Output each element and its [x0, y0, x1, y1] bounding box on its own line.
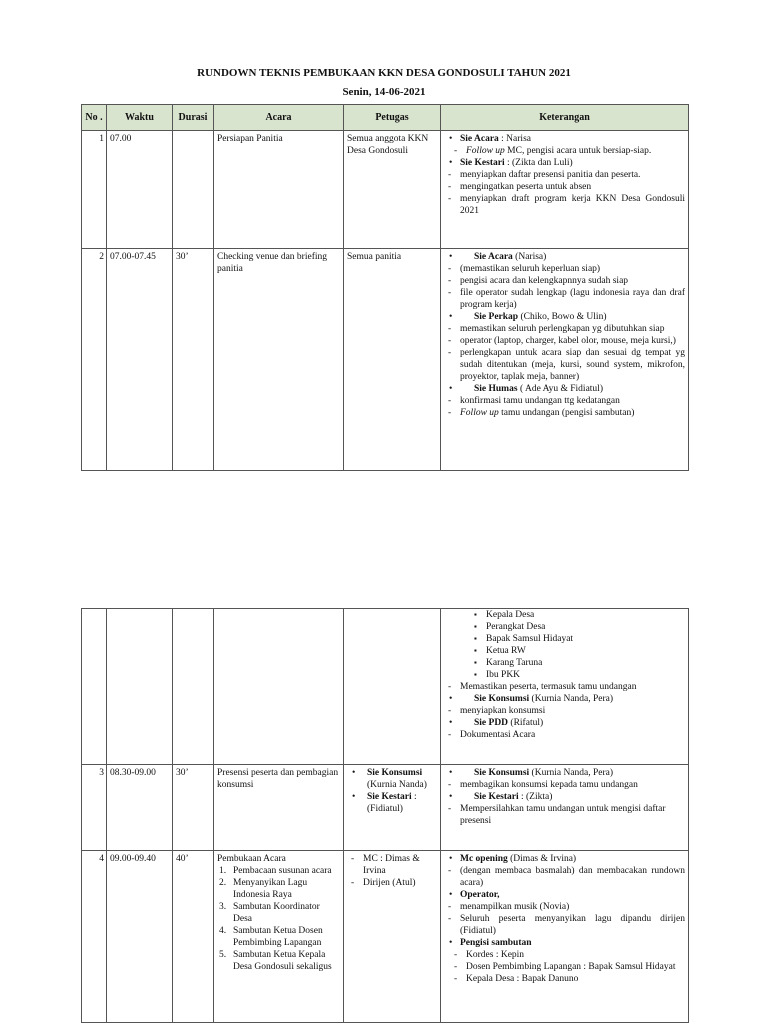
list-item: - Mempersilahkan tamu undangan untuk mengisi daftar presensi: [444, 803, 685, 827]
cell-waktu: [107, 609, 173, 765]
col-header-acara: Acara: [214, 105, 344, 131]
cell-acara: [214, 851, 344, 1023]
list-item: • Operator,: [444, 889, 685, 901]
list-item: - pengisi acara dan kelengkapnnya sudah siap: [444, 275, 685, 287]
cell-keterangan: [441, 131, 689, 249]
list-item: ▪ Perangkat Desa: [444, 621, 685, 633]
cell-petugas: [344, 765, 441, 851]
list-item: ▪ Ibu PKK: [444, 669, 685, 681]
list-item: • Sie Konsumsi (Kurnia Nanda, Pera): [444, 767, 685, 779]
cell-keterangan: [441, 249, 689, 471]
rundown-table-page-2: [81, 608, 689, 1023]
cell-petugas: Semua panitia: [344, 249, 441, 471]
list-item: ▪ Kepala Desa: [444, 609, 685, 621]
table-row: [82, 249, 689, 471]
cell-waktu: 08.30-09.00: [107, 765, 173, 851]
cell-acara: [214, 609, 344, 765]
list-item: 3. Sambutan Koordinator Desa: [219, 902, 320, 924]
cell-acara: Checking venue dan briefing panitia: [214, 249, 344, 471]
list-item: - Kordes : Kepin: [444, 949, 685, 961]
list-item: • Sie Kestari : (Zikta): [444, 791, 685, 803]
cell-durasi: 30’: [173, 249, 214, 471]
list-item: - Kepala Desa : Bapak Danuno: [444, 973, 685, 985]
list-item: • Sie Kestari : (Fidiatul): [347, 791, 437, 815]
list-item: • Sie Kestari : (Zikta dan Luli): [444, 157, 685, 169]
list-item: • Sie Humas ( Ade Ayu & Fidiatul): [444, 383, 685, 395]
cell-acara: Presensi peserta dan pembagian konsumsi: [214, 765, 344, 851]
list-item: ▪ Bapak Samsul Hidayat: [444, 633, 685, 645]
table-row: [82, 131, 689, 249]
list-item: - (dengan membaca basmalah) dan membacakan rundown acara): [444, 865, 685, 889]
list-item: - mengingatkan peserta untuk absen: [444, 181, 685, 193]
acara-title: Pembukaan Acara: [217, 854, 286, 864]
list-item: - Seluruh peserta menyanyikan lagu dipandu dirijen (Fidiatul): [444, 913, 685, 937]
cell-acara: Persiapan Panitia: [214, 131, 344, 249]
document-title: RUNDOWN TEKNIS PEMBUKAAN KKN DESA GONDOSULI TAHUN 2021: [197, 67, 571, 79]
list-item: • Sie Acara : Narisa: [444, 133, 685, 145]
list-item: - menyiapkan konsumsi: [444, 705, 685, 717]
cell-keterangan: [441, 609, 689, 765]
list-item: - Dosen Pembimbing Lapangan : Bapak Samsul Hidayat: [444, 961, 685, 973]
list-item: - perlengkapan untuk acara siap dan sesuai dg tempat yg sudah ditentukan (meja, kursi, sound system, mikrofon, proyektor, taplak meja, banner): [444, 347, 685, 383]
list-item: - Memastikan peserta, termasuk tamu undangan: [444, 681, 685, 693]
cell-no: [82, 609, 107, 765]
col-header-waktu: Waktu: [107, 105, 173, 131]
cell-waktu: 07.00-07.45: [107, 249, 173, 471]
list-item: - konfirmasi tamu undangan ttg kedatangan: [444, 395, 685, 407]
list-item: - Dirijen (Atul): [347, 877, 437, 889]
list-item: - Follow up tamu undangan (pengisi sambutan): [444, 407, 685, 419]
list-item: - menampilkan musik (Novia): [444, 901, 685, 913]
cell-no: 2: [82, 249, 107, 471]
list-item: - file operator sudah lengkap (lagu indonesia raya dan draf program kerja): [444, 287, 685, 311]
cell-waktu: 07.00: [107, 131, 173, 249]
cell-durasi: 30’: [173, 765, 214, 851]
col-header-durasi: Durasi: [173, 105, 214, 131]
cell-petugas: [344, 609, 441, 765]
list-item: - MC : Dimas & Irvina: [347, 853, 437, 877]
cell-petugas: Semua anggota KKN Desa Gondosuli: [344, 131, 441, 249]
list-item: ▪ Ketua RW: [444, 645, 685, 657]
list-item: • Sie Acara (Narisa): [444, 251, 685, 263]
cell-durasi: [173, 131, 214, 249]
document-date: Senin, 14-06-2021: [342, 86, 426, 98]
list-item: • Sie Konsumsi (Kurnia Nanda): [347, 767, 437, 791]
cell-waktu: 09.00-09.40: [107, 851, 173, 1023]
rundown-table-page-1: [81, 104, 689, 471]
cell-no: 3: [82, 765, 107, 851]
list-item: - (memastikan seluruh keperluan siap): [444, 263, 685, 275]
cell-durasi: [173, 609, 214, 765]
cell-durasi: 40’: [173, 851, 214, 1023]
list-item: • Sie Perkap (Chiko, Bowo & Ulin): [444, 311, 685, 323]
list-item: - Dokumentasi Acara: [444, 729, 685, 741]
list-item: • Mc opening (Dimas & Irvina): [444, 853, 685, 865]
cell-petugas: [344, 851, 441, 1023]
list-item: ▪ Karang Taruna: [444, 657, 685, 669]
cell-keterangan: [441, 851, 689, 1023]
table-row: [82, 851, 689, 1023]
list-item: - operator (laptop, charger, kabel olor, mouse, meja kursi,): [444, 335, 685, 347]
col-header-no: No .: [82, 105, 107, 131]
list-item: • Sie PDD (Rifatul): [444, 717, 685, 729]
list-item: - menyiapkan daftar presensi panitia dan peserta.: [444, 169, 685, 181]
table-row: [82, 765, 689, 851]
table-row: [82, 609, 689, 765]
cell-keterangan: [441, 765, 689, 851]
cell-no: 4: [82, 851, 107, 1023]
list-item: 4. Sambutan Ketua Dosen Pembimbing Lapangan: [219, 926, 323, 948]
list-item: - membagikan konsumsi kepada tamu undangan: [444, 779, 685, 791]
list-item: - menyiapkan draft program kerja KKN Desa Gondosuli 2021: [444, 193, 685, 217]
list-item: 1. Pembacaan susunan acara: [219, 866, 332, 876]
list-item: 5. Sambutan Ketua Kepala Desa Gondosuli sekaligus: [219, 950, 332, 972]
col-header-petugas: Petugas: [344, 105, 441, 131]
list-item: • Pengisi sambutan: [444, 937, 685, 949]
list-item: - memastikan seluruh perlengkapan yg dibutuhkan siap: [444, 323, 685, 335]
list-item: - Follow up MC, pengisi acara untuk bersiap-siap.: [444, 145, 685, 157]
col-header-keterangan: Keterangan: [441, 105, 689, 131]
cell-no: 1: [82, 131, 107, 249]
list-item: 2. Menyanyikan Lagu Indonesia Raya: [219, 878, 308, 900]
list-item: • Sie Konsumsi (Kurnia Nanda, Pera): [444, 693, 685, 705]
table-header-row: [82, 105, 689, 131]
